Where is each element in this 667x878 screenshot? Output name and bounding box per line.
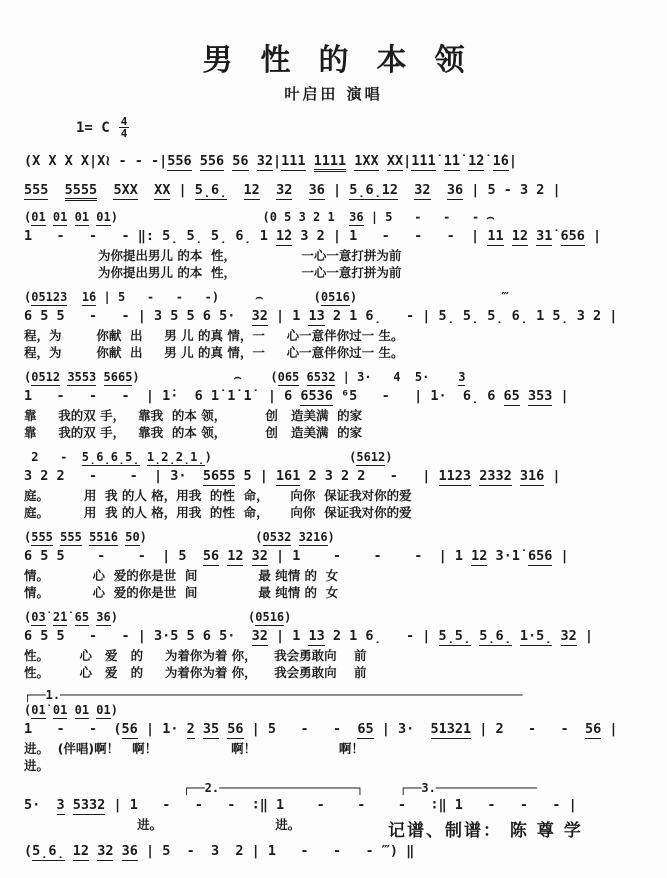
meter-denominator: 4 [120,127,128,140]
score-body [0,151,667,862]
melody-notes-line: 1 - - - | 1̇· 6 1̇ 1̇ 1̇ | 6 6536 ⁶5 - | 1· 6̣ 6 65 353 | [24,388,569,404]
backing-notes-line: (01 01 01 01) (0 5 3 2 1 36 | 5 - - - ⌢ [24,210,495,224]
melody-notes-line: 3 2 2 - - | 3· 5655 5 | 161 2 3 2 2 - | 1123 2332 31̇6 | [24,468,561,484]
lyrics-line-2: 为你提出男儿 的本 性， 一心一意打拼为前 [24,265,402,280]
lyrics-line-1: 进。 进。 [24,817,301,832]
melody-notes-line: 1 - - - ‖: 5̣ 5̣ 5̣ 6̣ 1 1̇2 3 2 | 1 - - - | 11 12 31̇ 656 | [24,228,602,244]
lyrics-line-1: 性。 心 爱 的 为着你为着 你， 我会勇敢向 前 [24,648,367,663]
melody-notes-line: 6 5 5 - - | 3·5 5 6 5· 32 | 1 13 2 1 6̣ - | 5̣5̣ 5̣6̣ 1·5̣ 32 | [24,628,594,644]
song-title: 男性的本领 [202,43,493,78]
meter-numerator: 4 [120,115,128,128]
lyrics-line-1: 庭。 用 我 的人 格，用我 的性 命， 向你 保证我对你的爱 [24,488,412,503]
system-7 [24,529,643,601]
lyrics-line-2: 程，为 你献 出 男 儿 的真 情，一 心一意伴你过一 生。 [24,345,404,360]
backing-notes-line: (05123 1̇6 | 5 - - -) ⌢ (0516) ‴ [24,290,509,304]
volta-bracket: ┌──2.───────────────────┐ ┌──3.────────────── [24,781,537,795]
system-1 [24,151,643,172]
backing-notes-line: (01̇ 01 01 01) [24,703,118,717]
lyrics-line-2: 性。 心 爱 的 为着你为着 你， 我会勇敢向 前 [24,665,367,680]
lyrics-line-1: 靠 我的双 手， 靠我 的本 领， 创 造美满 的家 [24,408,363,423]
melody-notes-line: (X X X X|X≀ - - -|556 556 56 32|111 1111 1XX XX|1̇1̇1̇ 1̇1̇ 1̇2̇ 1̇6| [24,151,643,172]
performer-credit: 叶启田 演唱 [284,85,383,103]
backing-notes-line: (555 555 551̇6 50) (0532 3216) [24,530,335,544]
backing-notes-line: (03̇ 2̇1̇ 65 36) (0516) [24,610,292,624]
system-4 [24,289,643,361]
lyrics-line-1: 情。 心 爱的你是世 间 最 纯情 的 女 [24,568,339,583]
melody-notes-line: 1 - - (56 | 1· 2 35 56 | 5 - - 65 | 3· 51321 | 2 - - 56 | [24,721,618,737]
system-8 [24,609,643,681]
backing-notes-line: (0512 3553 5665) ⌢ (065 6532 | 3· 4 5· 3 [24,370,466,384]
lyrics-line-1: 程，为 你献 出 男 儿 的真 情，一 心一意伴你过一 生。 [24,328,404,343]
system-6 [24,449,643,521]
melody-notes-line: 6 5 5 - - | 3 5 5 6 5· 32 | 1 13 2 1 6̣ - | 5̣ 5̣ 5̣ 6̣ 1 5̣ 3 2 | [24,308,618,324]
melody-notes-line: (5̣6̣ 12 32 36 | 5 - 3 2 | 1 - - - ‴) ‖ [24,843,415,859]
key-signature [76,116,667,139]
lyrics-line-2: 情。 心 爱的你是世 间 最 纯情 的 女 [24,585,339,600]
key-label: 1= C [76,119,110,136]
system-3 [24,209,643,281]
lyrics-line-2: 庭。 用 我 的人 格，用我 的性 命， 向你 保证我对你的爱 [24,505,412,520]
transcriber-credit: 记谱、制谱： 陈 尊 学 [388,821,583,841]
volta-bracket: ┌──1.──────────────────────────────────────────────────────────────── [24,688,523,702]
time-signature [119,116,130,139]
lyrics-line-2: 靠 我的双 手， 靠我 的本 领， 创 造美满 的家 [24,425,363,440]
melody-notes-line: 555 5555 5XX XX | 5̣6̣ 12 32 36 | 5̣6̣12 32 36 | 5 - 3 2 | [24,180,643,201]
system-9 [24,689,643,774]
backing-notes-line: 2 - 5̣6̣6̣5̣ 1̣2̣2̣1̣) (5612) [24,450,393,464]
melody-notes-line: 5· 3 5332 | 1 - - - ∶‖ 1 - - - ∶‖ 1 - - - | [24,797,577,813]
lyrics-line-1: 为你提出男儿 的本 性， 一心一意打拼为前 [24,248,402,263]
system-2 [24,180,643,201]
lyrics-line-1: 进。 (伴唱)啊！ 啊！ 啊！ 啊！ [24,741,364,756]
system-5 [24,369,643,441]
system-11 [24,841,643,862]
melody-notes-line: 6 5 5 - - | 5 56 12 32 | 1 - - - | 1 12 3·1̇ 656 | [24,548,569,564]
lyrics-line-2: 进。 [24,758,50,773]
